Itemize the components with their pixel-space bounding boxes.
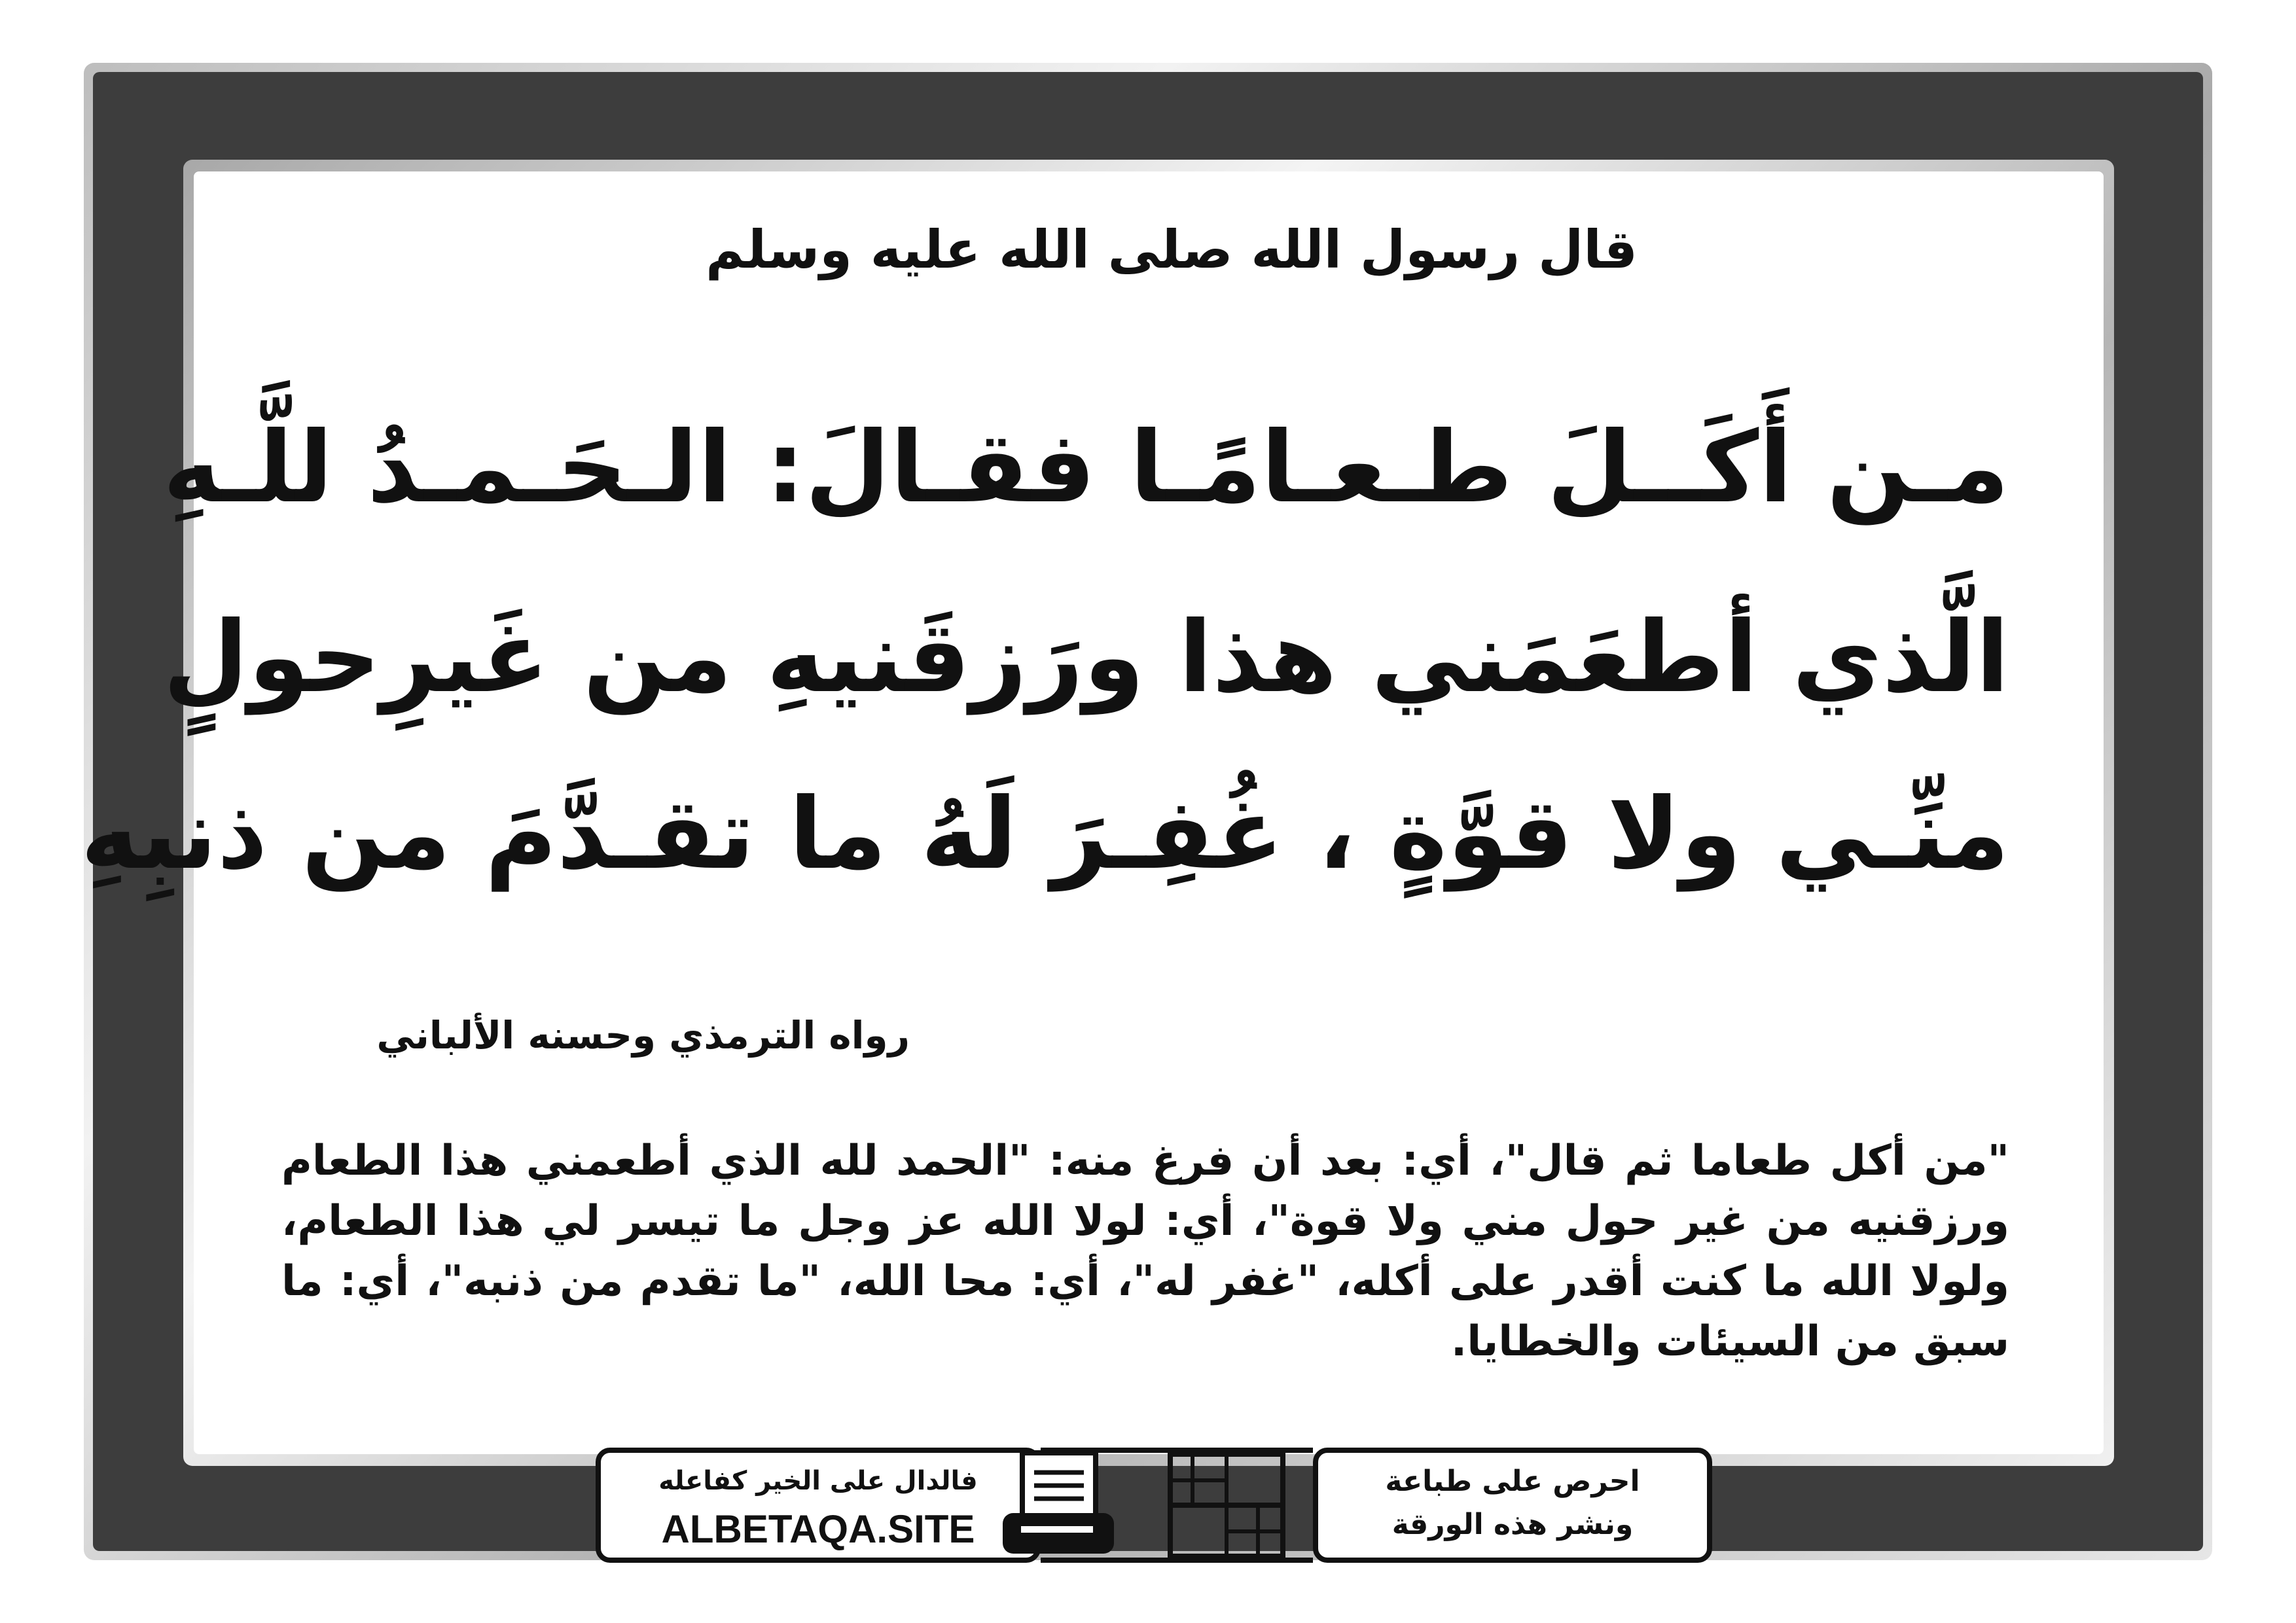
footer-print-line2: ونشر هذه الورقة bbox=[1391, 1508, 1634, 1541]
footer-right-box bbox=[1313, 1448, 1712, 1563]
logo-icon bbox=[1166, 1448, 1291, 1563]
printer-icon bbox=[995, 1448, 1139, 1563]
site-url[interactable]: ALBETAQA.SITE bbox=[661, 1507, 975, 1551]
page-title: قال رسول الله صلى الله عليه وسلم bbox=[706, 219, 1638, 280]
footer-motto: فالدال على الخير كفاعله bbox=[658, 1466, 978, 1496]
hadith-line-3: منِّـي ولا قوَّةٍ ، غُفِـرَ لَهُ ما تقـدَّمَ من ذنبِهِ bbox=[81, 777, 2009, 891]
narration: رواه الترمذي وحسنه الألباني bbox=[376, 1013, 910, 1058]
hadith-line-2: الَّذي أطعَمَني هذا ورَزقَنيهِ من غَيرِحولٍ bbox=[163, 601, 2009, 715]
explanation-text: "من أكل طعاما ثم قال"، أي: بعد أن فرغ منه: "الحمد لله الذي أطعمني هذا الطعام ورزقنيه من غير حول مني ولا قوة"، أي: لولا الله عز وجل ما تيسر لي هذا الطعام، ولولا الله ما كنت أقدر على أكله، "غفر له"، أي: محا الله، "ما تقدم من ذنبه"، أي: ما سبق من السيئات والخطايا. bbox=[281, 1137, 2009, 1366]
footer-left-box bbox=[596, 1448, 1041, 1563]
footer-print-line1: احرص على طباعة bbox=[1385, 1465, 1640, 1498]
hadith-line-1: مـن أَكَــلَ طـعـامًـا فقـالَ: الـحَـمـدُ للَّـهِ bbox=[162, 411, 2009, 525]
